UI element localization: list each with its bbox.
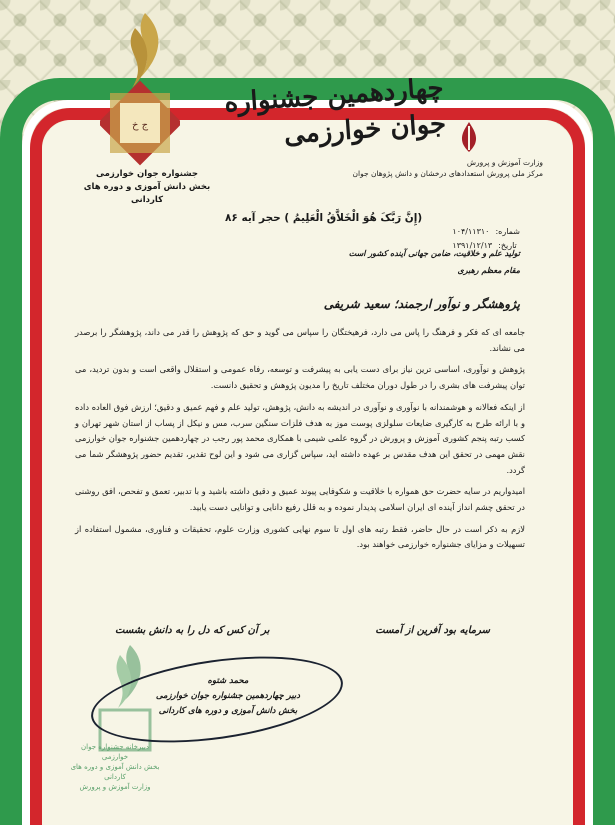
signer-department: بخش دانش آموزی و دوره های کاردانی bbox=[158, 706, 298, 716]
stamp-line1: دبیرخانه جشنواره جوان خوارزمی bbox=[81, 743, 149, 761]
stamp-line2: بخش دانش آموزی و دوره های کاردانی bbox=[70, 763, 160, 781]
signer-name: محمد شتوه bbox=[207, 676, 249, 686]
recipient-name: پژوهشگر و نوآور ارجمند؛ سعید شریفی bbox=[323, 297, 520, 311]
number-label: شماره: bbox=[495, 227, 520, 236]
closing-verse-left: بر آن کس که دل را به دانش بشست bbox=[115, 625, 270, 636]
body-paragraph: لازم به ذکر است در حال حاضر، فقط رتبه های اول تا سوم نهایی کشوری وزارت علوم، تحقیقات و فناوری، مشمول استفاده از تسهیلات و مزایای جشنواره خوارزمی خواهند بود. bbox=[75, 523, 525, 550]
body-paragraph: امیدواریم در سایه حضرت حق همواره با خلاقیت و شکوفایی پیوند عمیق و دقیق داشته باشید و با تدبیر، تعمق و تفحص، افق روشنی در تحقق چشم انداز آینده ای ایران اسلامی پدیدار نموده و به قلل رفیع دانایی و توانایی دست یابید. bbox=[75, 486, 525, 513]
stamp-line3: وزارت آموزش و پرورش bbox=[79, 783, 151, 791]
festival-logo-icon bbox=[100, 8, 180, 168]
ministry-header bbox=[352, 157, 543, 179]
date-value: ۱۳۹۱/۱۲/۱۳ bbox=[452, 241, 493, 250]
quote-author: مقام معظم رهبری bbox=[457, 266, 520, 275]
body-paragraph: جامعه ای که فکر و فرهنگ را پاس می دارد، فرهیختگان را سپاس می گوید و حق که پژوهش را قدر می داند، پژوهشگر را برصدر می نشاند. bbox=[75, 327, 525, 353]
stamp-text bbox=[70, 742, 160, 792]
logo-caption-line2: بخش دانش آموزی و دوره های کاردانی bbox=[83, 182, 211, 205]
iran-emblem-icon bbox=[456, 120, 482, 154]
ministry-name: وزارت آموزش و پرورش bbox=[466, 158, 543, 167]
quote-text: تولید علم و خلاقیت، ضامن جهانی آینده کشور است bbox=[348, 249, 520, 258]
svg-text:ج خ: ج خ bbox=[131, 120, 149, 131]
body-paragraph: پژوهش و نوآوری، اساسی ترین نیاز برای دست یابی به پیشرفت و توسعه، رفاه عمومی و استقلال واقعی است و بدون تردید، می توان پیشرفت های بشری را در طول دوران مختلف تاریخ را مدیون پژوهش و تحقیق دانست. bbox=[75, 364, 525, 391]
festival-title: چهاردهمین جشنواره جوان خوارزمی bbox=[223, 73, 448, 151]
signer-title: دبیر چهاردهمین جشنواره جوان خوارزمی bbox=[155, 691, 301, 701]
center-name: مرکز ملی پرورش استعدادهای درخشان و دانش پژوهان جوان bbox=[352, 169, 543, 178]
quran-verse: (إِنَّ رَبَّکَ هُوَ الْخَلاَّقُ الْعَلِیمُ ) حجر آیه ۸۶ bbox=[225, 212, 423, 224]
letter-body bbox=[75, 325, 525, 559]
leader-quote bbox=[349, 245, 520, 279]
closing-verse bbox=[115, 625, 490, 636]
signature-block bbox=[128, 674, 328, 719]
closing-verse-right: سرمایه بود آفرین از آمست bbox=[375, 625, 490, 636]
number-value: ۱۰۴/۱۱۳۱۰ bbox=[452, 227, 490, 236]
logo-caption bbox=[82, 168, 212, 207]
body-paragraph: از اینکه فعالانه و هوشمندانه با نوآوری و نوآوری در اندیشه به دانش، پژوهش، تولید علم و فهم عمیق و دقیق؛ ارزش فوق العاده داده و با ارائه طرح به کارگیری ضایعات سلولزی پوست موز به هدف فلزات سنگین سرب، مس و نیکل از پساب از استان شهر تهران و کسب رتبه پنجم کشوری آموزش و پرورش در گروه علمی شیمی با همکاری محمد پور رجب در چهاردهمین جشنواره جوان خوارزمی نقش مهمی در تحقق این هدف مقدس بر عهده داشته اید، سپاس گزاری می شود و این لوح تقدیر، تقدیم حضور پژوهشگر شما می گردد. bbox=[75, 401, 525, 475]
logo-caption-line1: جشنواره جوان خوارزمی bbox=[96, 169, 198, 179]
date-label: تاریخ: bbox=[498, 241, 517, 250]
